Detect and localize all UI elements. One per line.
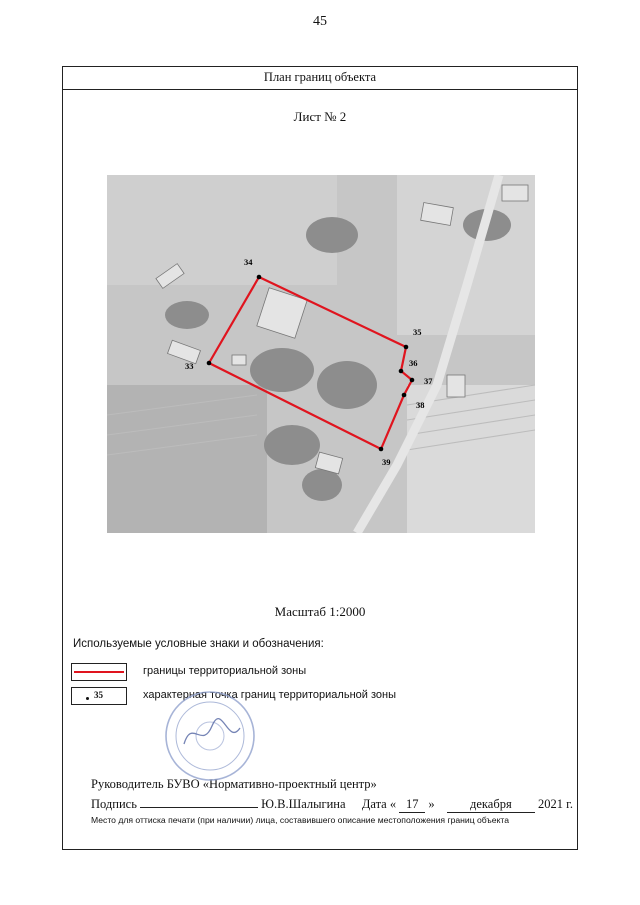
date-label: Дата « [361, 797, 397, 811]
point-label-39: 39 [382, 457, 391, 467]
frame-title: План границ объекта [63, 67, 577, 90]
legend-symbol-box [71, 663, 127, 681]
legend-red-line-symbol [74, 671, 124, 673]
field-southwest [107, 385, 267, 533]
sign-label: Подпись [91, 797, 137, 811]
date-separator: » [428, 797, 435, 811]
legend-symbol-box [71, 687, 127, 705]
stamp-note: Место для оттиска печати (при наличии) лица, составившего описание местоположения границ объекта [91, 815, 510, 825]
point-38-marker [402, 393, 407, 398]
point-35-marker [404, 345, 409, 350]
date-year: 2021 г. [537, 797, 573, 811]
point-36-marker [399, 369, 404, 374]
point-label-38: 38 [416, 400, 425, 410]
point-label-33: 33 [185, 361, 194, 371]
date-day: 17 [399, 797, 425, 813]
signature-field [140, 794, 258, 808]
legend-point-number: 35 [94, 690, 103, 700]
signer-name: Ю.В.Шалыгина [261, 797, 346, 811]
point-34-marker [257, 275, 262, 280]
point-label-37: 37 [424, 376, 433, 386]
legend-item-text: характерная точка границ территориальной зоны [143, 689, 396, 701]
legend-point-symbol [86, 697, 89, 700]
signer-position: Руководитель БУВО «Нормативно-проектный центр» [91, 777, 377, 791]
point-label-34: 34 [244, 257, 253, 267]
point-label-35: 35 [413, 327, 422, 337]
sheet-label: Лист № 2 [293, 109, 347, 124]
field-northwest [107, 175, 337, 285]
point-39-marker [379, 447, 384, 452]
aerial-map [107, 175, 535, 533]
scale-label: Масштаб 1:2000 [274, 604, 366, 619]
page-number: 45 [313, 14, 327, 29]
point-33-marker [207, 361, 212, 366]
date-month: декабря [447, 797, 535, 813]
map-svg [107, 175, 535, 533]
plan-frame [62, 66, 578, 850]
legend-heading: Используемые условные знаки и обозначения: [73, 638, 324, 650]
signature-line [91, 794, 573, 813]
point-37-marker [410, 378, 415, 383]
point-label-36: 36 [409, 358, 418, 368]
legend-item-text: границы территориальной зоны [143, 665, 307, 677]
